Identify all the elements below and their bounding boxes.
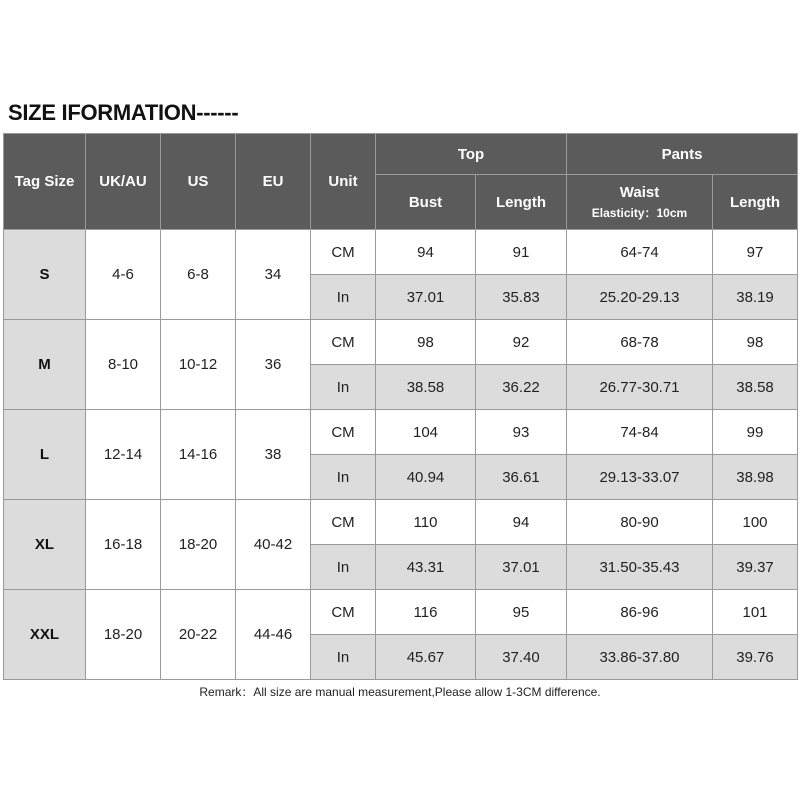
header-eu: EU xyxy=(236,134,311,230)
pants-length-cell: 100 xyxy=(713,500,798,545)
unit-cell: CM xyxy=(311,500,376,545)
waist-cell: 31.50-35.43 xyxy=(567,545,713,590)
pants-length-cell: 101 xyxy=(713,590,798,635)
tag-size-cell: XL xyxy=(4,500,86,590)
pants-length-cell: 39.37 xyxy=(713,545,798,590)
top-length-cell: 94 xyxy=(476,500,567,545)
unit-cell: CM xyxy=(311,230,376,275)
bust-cell: 116 xyxy=(376,590,476,635)
waist-cell: 86-96 xyxy=(567,590,713,635)
eu-cell: 44-46 xyxy=(236,590,311,680)
us-cell: 18-20 xyxy=(161,500,236,590)
unit-cell: In xyxy=(311,455,376,500)
pants-length-cell: 39.76 xyxy=(713,635,798,680)
header-tag-size: Tag Size xyxy=(4,134,86,230)
pants-length-cell: 99 xyxy=(713,410,798,455)
pants-length-cell: 38.19 xyxy=(713,275,798,320)
header-top: Top xyxy=(376,134,567,175)
unit-cell: CM xyxy=(311,590,376,635)
top-length-cell: 91 xyxy=(476,230,567,275)
table-row xyxy=(4,230,798,275)
uk-au-cell: 16-18 xyxy=(86,500,161,590)
eu-cell: 40-42 xyxy=(236,500,311,590)
table-header xyxy=(4,134,798,230)
top-length-cell: 37.40 xyxy=(476,635,567,680)
us-cell: 20-22 xyxy=(161,590,236,680)
waist-cell: 68-78 xyxy=(567,320,713,365)
bust-cell: 98 xyxy=(376,320,476,365)
top-length-cell: 36.22 xyxy=(476,365,567,410)
header-top-length: Length xyxy=(476,175,567,230)
bust-cell: 45.67 xyxy=(376,635,476,680)
bust-cell: 104 xyxy=(376,410,476,455)
table-row xyxy=(4,500,798,545)
top-length-cell: 95 xyxy=(476,590,567,635)
uk-au-cell: 8-10 xyxy=(86,320,161,410)
pants-length-cell: 98 xyxy=(713,320,798,365)
us-cell: 10-12 xyxy=(161,320,236,410)
page-title: SIZE IFORMATION------ xyxy=(8,100,239,125)
unit-cell: CM xyxy=(311,320,376,365)
tag-size-cell: L xyxy=(4,410,86,500)
top-length-cell: 92 xyxy=(476,320,567,365)
pants-length-cell: 38.98 xyxy=(713,455,798,500)
table-body xyxy=(4,230,798,680)
header-pants-length: Length xyxy=(713,175,798,230)
unit-cell: In xyxy=(311,365,376,410)
waist-cell: 80-90 xyxy=(567,500,713,545)
bust-cell: 38.58 xyxy=(376,365,476,410)
uk-au-cell: 12-14 xyxy=(86,410,161,500)
bust-cell: 94 xyxy=(376,230,476,275)
top-length-cell: 36.61 xyxy=(476,455,567,500)
eu-cell: 38 xyxy=(236,410,311,500)
header-waist-elasticity: Elasticity：10cm xyxy=(591,205,688,220)
unit-cell: In xyxy=(311,635,376,680)
header-waist xyxy=(567,175,713,230)
bust-cell: 110 xyxy=(376,500,476,545)
waist-cell: 29.13-33.07 xyxy=(567,455,713,500)
remark-note: Remark：All size are manual measurement,Please allow 1-3CM difference. xyxy=(199,685,601,699)
header-bust: Bust xyxy=(376,175,476,230)
unit-cell: In xyxy=(311,545,376,590)
bust-cell: 40.94 xyxy=(376,455,476,500)
pants-length-cell: 97 xyxy=(713,230,798,275)
size-chart-table xyxy=(3,133,798,680)
table-row xyxy=(4,320,798,365)
top-length-cell: 35.83 xyxy=(476,275,567,320)
eu-cell: 34 xyxy=(236,230,311,320)
bust-cell: 43.31 xyxy=(376,545,476,590)
us-cell: 14-16 xyxy=(161,410,236,500)
header-us: US xyxy=(161,134,236,230)
bust-cell: 37.01 xyxy=(376,275,476,320)
uk-au-cell: 18-20 xyxy=(86,590,161,680)
waist-cell: 33.86-37.80 xyxy=(567,635,713,680)
tag-size-cell: M xyxy=(4,320,86,410)
waist-cell: 25.20-29.13 xyxy=(567,275,713,320)
table-row xyxy=(4,410,798,455)
top-length-cell: 37.01 xyxy=(476,545,567,590)
eu-cell: 36 xyxy=(236,320,311,410)
waist-cell: 64-74 xyxy=(567,230,713,275)
waist-cell: 26.77-30.71 xyxy=(567,365,713,410)
header-pants: Pants xyxy=(567,134,798,175)
table-row xyxy=(4,590,798,635)
waist-cell: 74-84 xyxy=(567,410,713,455)
tag-size-cell: S xyxy=(4,230,86,320)
pants-length-cell: 38.58 xyxy=(713,365,798,410)
tag-size-cell: XXL xyxy=(4,590,86,680)
header-waist-label: Waist xyxy=(619,183,660,201)
unit-cell: In xyxy=(311,275,376,320)
us-cell: 6-8 xyxy=(161,230,236,320)
header-unit: Unit xyxy=(311,134,376,230)
top-length-cell: 93 xyxy=(476,410,567,455)
unit-cell: CM xyxy=(311,410,376,455)
header-uk-au: UK/AU xyxy=(86,134,161,230)
uk-au-cell: 4-6 xyxy=(86,230,161,320)
